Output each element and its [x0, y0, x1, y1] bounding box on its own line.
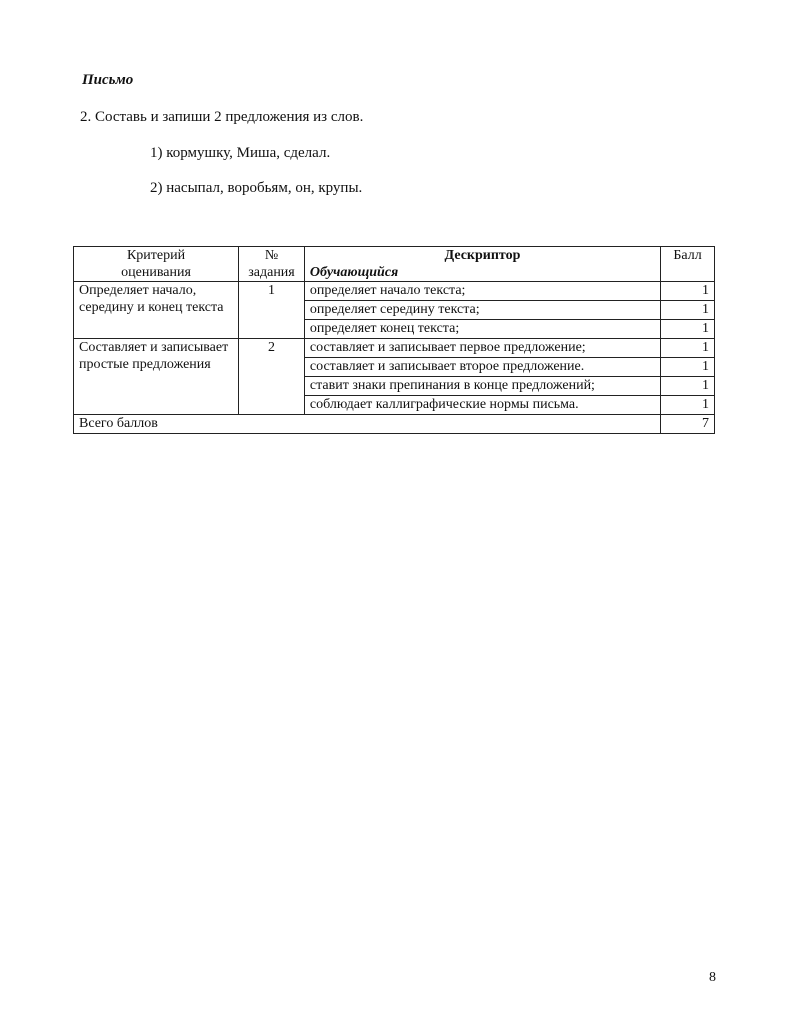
- header-descriptor-sub: Обучающийся: [309, 265, 399, 280]
- header-criterion: [74, 247, 239, 282]
- score-cell: 1: [661, 301, 715, 320]
- assessment-table: [73, 246, 715, 434]
- score-cell: 1: [661, 339, 715, 358]
- task-instruction: 2. Составь и запиши 2 предложения из слов.: [80, 109, 364, 125]
- header-number-line2: задания: [248, 265, 295, 280]
- header-descriptor: [304, 247, 660, 282]
- task-number-cell: 2: [239, 339, 305, 415]
- total-row: [74, 415, 715, 434]
- descriptor-cell: определяет конец текста;: [304, 320, 660, 339]
- descriptor-cell: соблюдает каллиграфические нормы письма.: [304, 396, 660, 415]
- descriptor-cell: определяет начало текста;: [304, 282, 660, 301]
- score-cell: 1: [661, 282, 715, 301]
- criterion-cell: Определяет начало, середину и конец текста: [74, 282, 239, 339]
- header-criterion-line2: оценивания: [121, 265, 191, 280]
- page-number: 8: [709, 970, 716, 985]
- score-cell: 1: [661, 358, 715, 377]
- descriptor-cell: ставит знаки препинания в конце предложений;: [304, 377, 660, 396]
- score-cell: 1: [661, 320, 715, 339]
- score-cell: 1: [661, 396, 715, 415]
- header-task-number: [239, 247, 305, 282]
- table-row: [74, 339, 715, 358]
- header-descriptor-title: Дескриптор: [444, 248, 521, 263]
- header-number-line1: №: [264, 248, 279, 263]
- score-cell: 1: [661, 377, 715, 396]
- total-label: Всего баллов: [74, 415, 661, 434]
- descriptor-cell: составляет и записывает второе предложение.: [304, 358, 660, 377]
- descriptor-cell: составляет и записывает первое предложение;: [304, 339, 660, 358]
- word-list-item: 1) кормушку, Миша, сделал.: [150, 145, 331, 161]
- section-title: Письмо: [82, 72, 134, 88]
- header-criterion-line1: Критерий: [126, 248, 186, 263]
- header-score: Балл: [661, 247, 715, 282]
- task-number-cell: 1: [239, 282, 305, 339]
- table-row: [74, 282, 715, 301]
- table-header-row: [74, 247, 715, 282]
- total-score: 7: [661, 415, 715, 434]
- criterion-cell: Составляет и записывает простые предложения: [74, 339, 239, 415]
- word-list-item: 2) насыпал, воробьям, он, крупы.: [150, 180, 363, 196]
- descriptor-cell: определяет середину текста;: [304, 301, 660, 320]
